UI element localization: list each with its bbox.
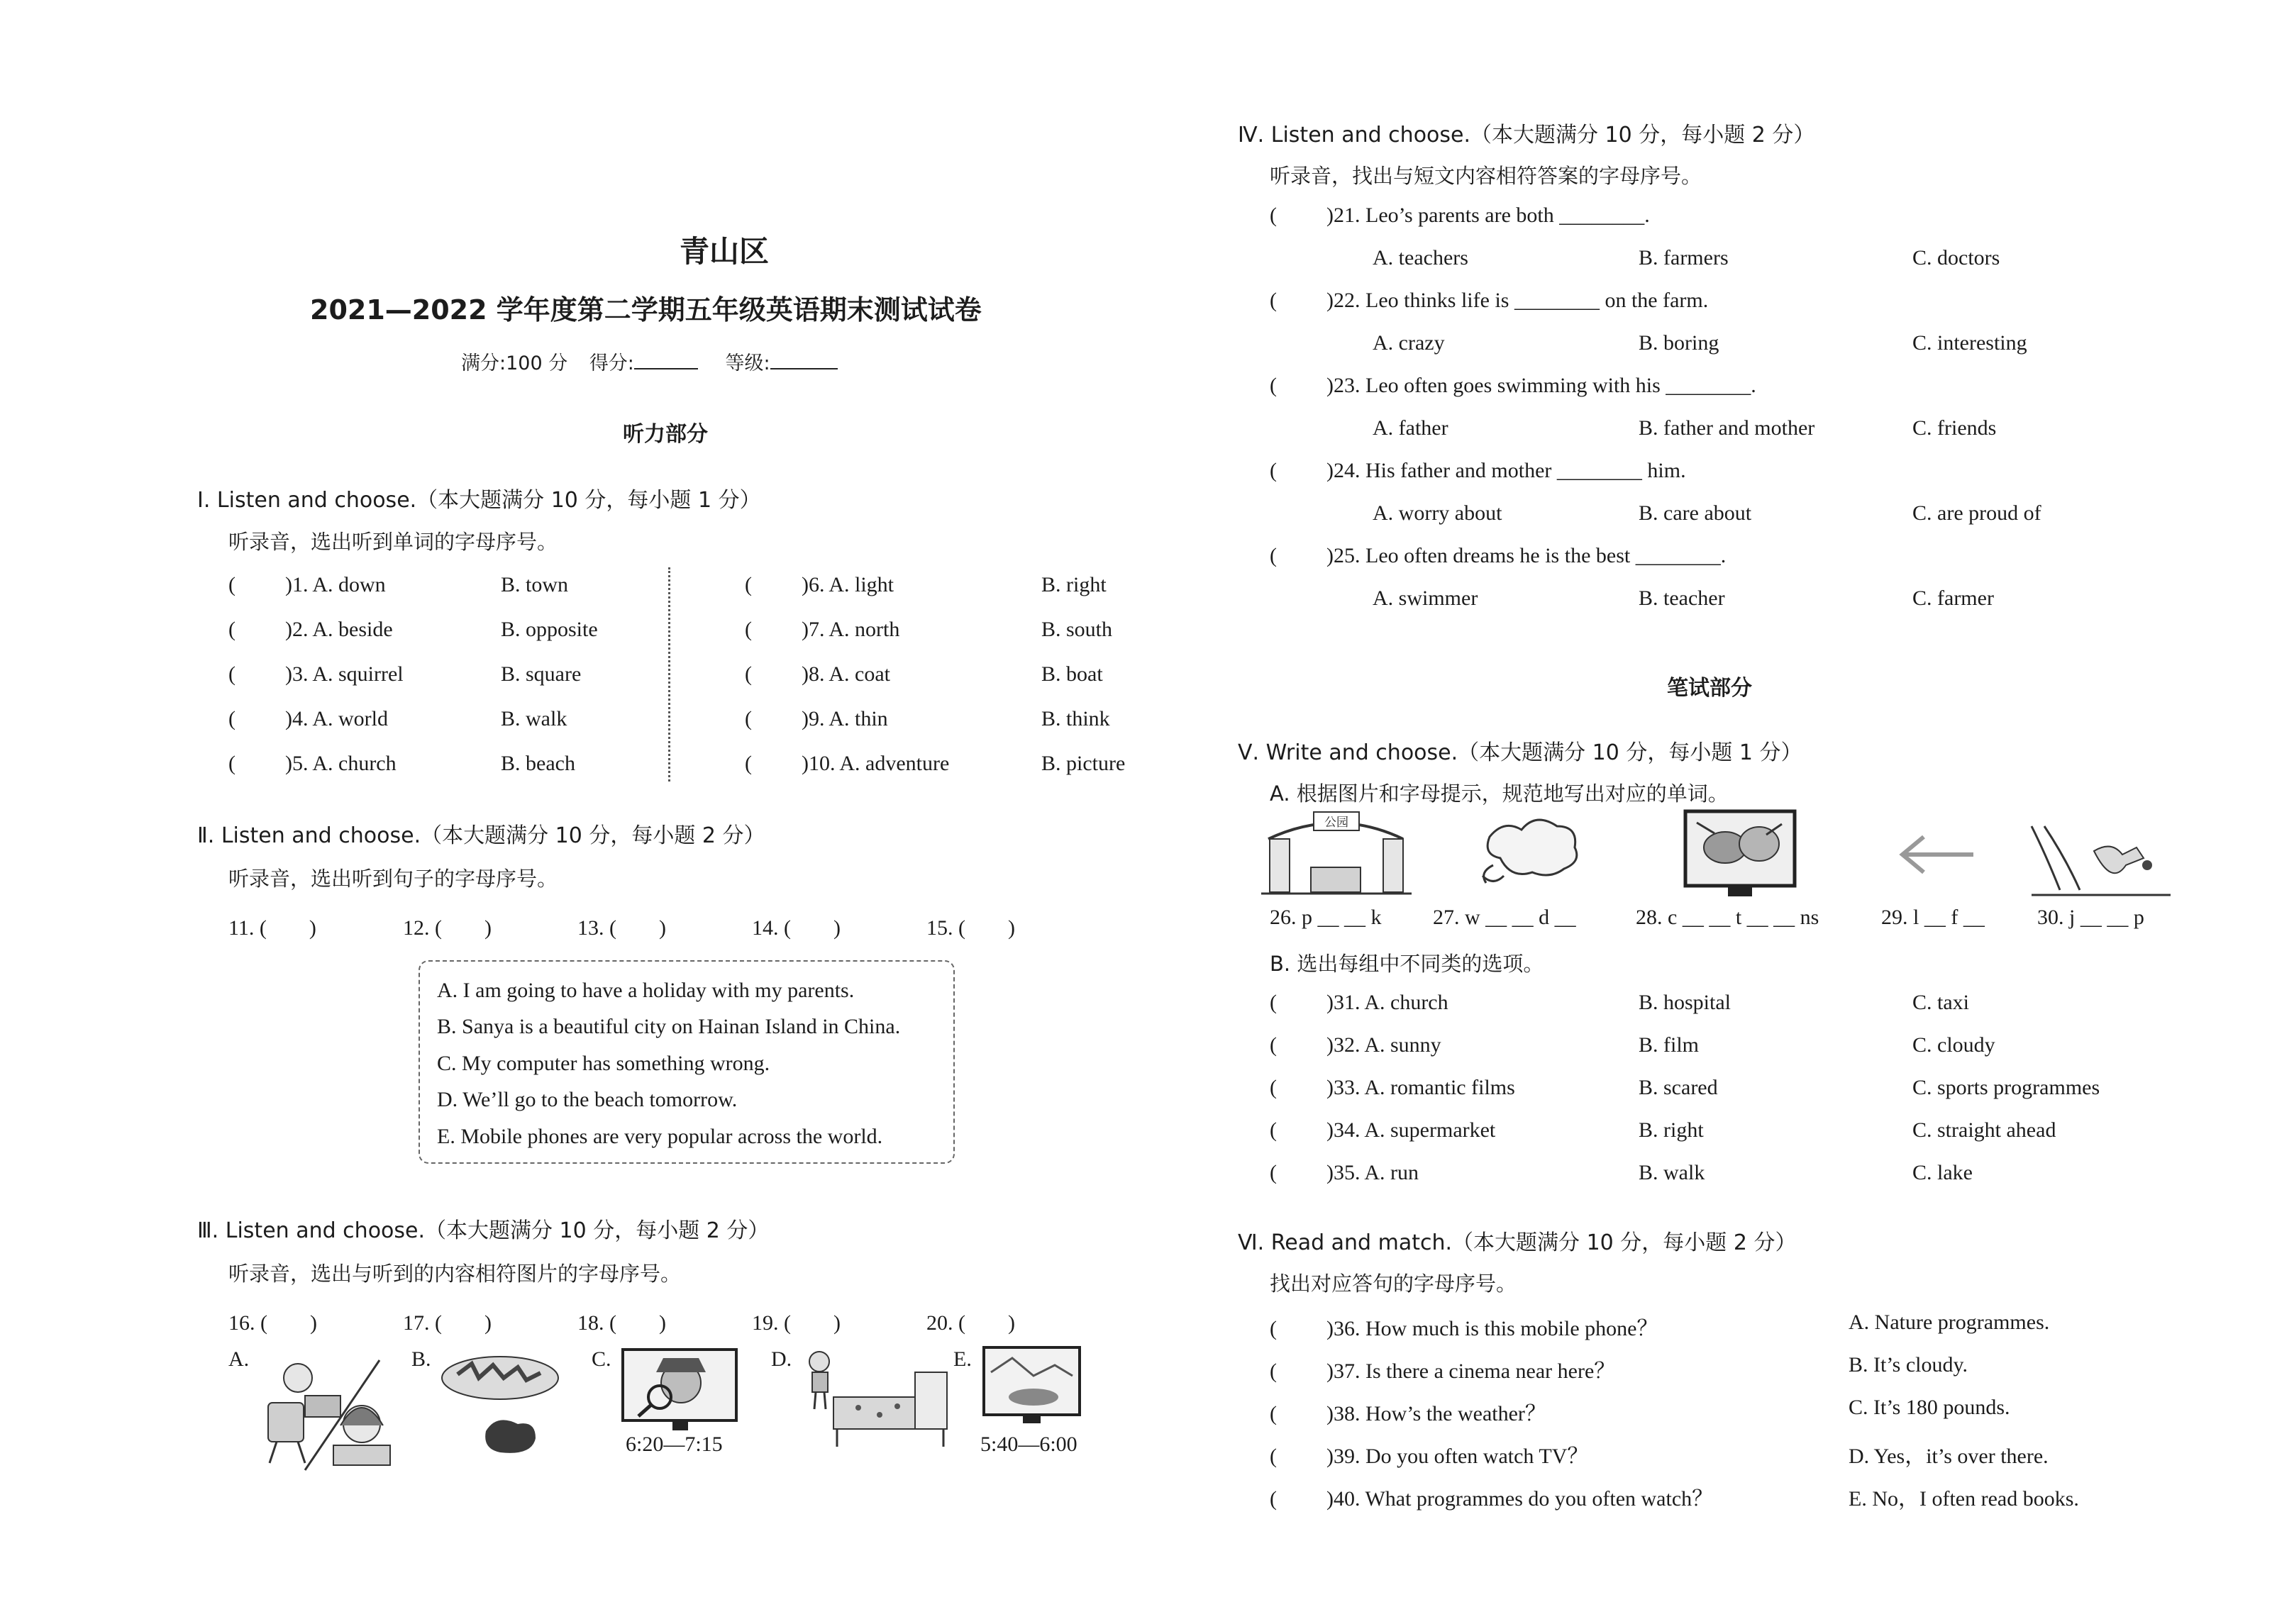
sec6-title: Ⅵ. Read and match.（本大题满分 10 分，每小题 2 分）: [1238, 1230, 1797, 1255]
q10-row: ( )10. A. adventure: [745, 752, 950, 775]
q22-a: A. crazy: [1373, 331, 1445, 355]
answer-b: B. It’s cloudy.: [1849, 1353, 1968, 1376]
q2-row: ( )2. A. beside: [228, 618, 393, 641]
q21-text: )21. Leo’s parents are both ________.: [1326, 204, 1650, 227]
q37-text: )37. Is there a cinema near here？: [1326, 1359, 1616, 1383]
time-label-e: 5:40—6:00: [980, 1433, 1077, 1456]
q32-question: ( )32. A. sunny: [1270, 1033, 1441, 1057]
picture-park-gate: [1261, 811, 1412, 896]
word-26: 26. p __ __ k: [1270, 906, 1382, 929]
q23-question: ( )23. Leo often goes swimming with his ________.: [1270, 374, 1756, 397]
exam-title: 2021—2022 学年度第二学期五年级英语期末测试试卷: [310, 294, 982, 326]
picture-computer-sleep: [255, 1346, 397, 1474]
q32-text: )32. A. sunny: [1326, 1033, 1441, 1057]
q10-a: )10. A. adventure: [802, 752, 950, 775]
q35-text: )35. A. run: [1326, 1161, 1419, 1184]
q33-question: ( )33. A. romantic films: [1270, 1076, 1515, 1099]
sec2-title: Ⅱ. Listen and choose.（本大题满分 10 分，每小题 2 分）: [197, 823, 765, 848]
score-label: 得分:: [589, 352, 634, 374]
q25-b: B. teacher: [1639, 586, 1725, 610]
answer-slot-20[interactable]: 20. ( ): [926, 1311, 1015, 1335]
answer-slot-18[interactable]: 18. ( ): [577, 1311, 666, 1335]
q24-question: ( )24. His father and mother ________ him.: [1270, 459, 1686, 482]
q4-a: )4. A. world: [285, 707, 388, 730]
q8-b: B. boat: [1041, 662, 1103, 686]
option-d: D. We’ll go to the beach tomorrow.: [437, 1088, 738, 1111]
sec5-title: Ⅴ. Write and choose.（本大题满分 10 分，每小题 1 分）: [1238, 740, 1802, 765]
picture-jump: [2030, 816, 2172, 897]
q4-row: ( )4. A. world: [228, 707, 388, 730]
q33-c: C. sports programmes: [1912, 1076, 2100, 1099]
sec4-title: Ⅳ. Listen and choose.（本大题满分 10 分，每小题 2 分）: [1238, 123, 1815, 148]
q4-b: B. walk: [501, 707, 567, 730]
q2-a: )2. A. beside: [285, 618, 393, 641]
option-e: E. Mobile phones are very popular across the world.: [437, 1125, 883, 1148]
score-blank[interactable]: [634, 351, 698, 369]
writing-header: 笔试部分: [1667, 676, 1752, 701]
q24-b: B. care about: [1639, 501, 1752, 525]
q5-row: ( )5. A. church: [228, 752, 397, 775]
answer-slot-14[interactable]: 14. ( ): [752, 916, 841, 940]
answer-slot-12[interactable]: 12. ( ): [403, 916, 492, 940]
q40-question: ( )40. What programmes do you often watch？: [1270, 1487, 1714, 1511]
picture-food-plate: [436, 1346, 578, 1474]
answer-c: C. It’s 180 pounds.: [1849, 1396, 2010, 1419]
pic-label-e: E.: [953, 1347, 972, 1371]
q24-text: )24. His father and mother ________ him.: [1326, 459, 1686, 482]
full-score: 满分:100 分: [461, 352, 568, 374]
pic-label-d: D.: [771, 1347, 792, 1371]
q10-b: B. picture: [1041, 752, 1126, 775]
q25-c: C. farmer: [1912, 586, 1994, 610]
q1-b: B. town: [501, 573, 569, 596]
q38-text: )38. How’s the weather？: [1326, 1402, 1546, 1425]
q36-question: ( )36. How much is this mobile phone？: [1270, 1317, 1658, 1340]
q31-question: ( )31. A. church: [1270, 991, 1448, 1014]
q21-b: B. farmers: [1639, 246, 1729, 269]
q34-b: B. right: [1639, 1118, 1704, 1142]
sec6-instruction: 找出对应答句的字母序号。: [1270, 1272, 1517, 1296]
option-a: A. I am going to have a holiday with my parents.: [437, 979, 855, 1002]
pic-label-a: A.: [228, 1347, 250, 1371]
q9-a: )9. A. thin: [802, 707, 888, 730]
answer-e: E. No，I often read books.: [1849, 1487, 2079, 1511]
q39-text: )39. Do you often watch TV？: [1326, 1445, 1589, 1468]
q37-question: ( )37. Is there a cinema near here？: [1270, 1359, 1616, 1383]
q34-question: ( )34. A. supermarket: [1270, 1118, 1496, 1142]
q5-b: B. beach: [501, 752, 575, 775]
sec1-title: Ⅰ. Listen and choose.（本大题满分 10 分，每小题 1 分）: [197, 488, 761, 513]
q32-c: C. cloudy: [1912, 1033, 1995, 1057]
pic-label-c: C.: [592, 1347, 611, 1371]
q1-row: ( )1. A. down: [228, 573, 386, 596]
q39-question: ( )39. Do you often watch TV？: [1270, 1445, 1589, 1468]
q35-b: B. walk: [1639, 1161, 1705, 1184]
sec5-partA: A. 根据图片和字母提示，规范地写出对应的单词。: [1270, 782, 1729, 806]
sec1-instruction: 听录音，选出听到单词的字母序号。: [228, 530, 558, 554]
sec4-instruction: 听录音，找出与短文内容相符答案的字母序号。: [1270, 164, 1702, 188]
pic-label-b: B.: [411, 1347, 431, 1371]
q31-text: )31. A. church: [1326, 991, 1448, 1014]
q34-text: )34. A. supermarket: [1326, 1118, 1496, 1142]
q34-c: C. straight ahead: [1912, 1118, 2056, 1142]
time-label-c: 6:20—7:15: [626, 1433, 723, 1456]
q3-row: ( )3. A. squirrel: [228, 662, 404, 686]
option-c: C. My computer has something wrong.: [437, 1052, 770, 1075]
option-b: B. Sanya is a beautiful city on Hainan Island in China.: [437, 1015, 901, 1038]
q21-c: C. doctors: [1912, 246, 2000, 269]
q31-b: B. hospital: [1639, 991, 1731, 1014]
score-line: [461, 347, 838, 375]
q24-a: A. worry about: [1373, 501, 1502, 525]
q8-a: )8. A. coat: [802, 662, 890, 686]
answer-slot-13[interactable]: 13. ( ): [577, 916, 666, 940]
sec2-instruction: 听录音，选出听到句子的字母序号。: [228, 867, 558, 891]
q36-text: )36. How much is this mobile phone？: [1326, 1317, 1658, 1340]
park-sign-text: 公园: [1324, 816, 1348, 829]
column-divider: [668, 567, 670, 782]
grade-label: 等级:: [725, 352, 770, 374]
q33-text: )33. A. romantic films: [1326, 1076, 1515, 1099]
q7-a: )7. A. north: [802, 618, 900, 641]
picture-tv-seal: [980, 1344, 1087, 1436]
q23-a: A. father: [1373, 416, 1448, 440]
q22-b: B. boring: [1639, 331, 1719, 355]
q23-c: C. friends: [1912, 416, 1997, 440]
q7-b: B. south: [1041, 618, 1113, 641]
q8-row: ( )8. A. coat: [745, 662, 890, 686]
answer-slot-16[interactable]: 16. ( ): [228, 1311, 317, 1335]
sec3-instruction: 听录音，选出与听到的内容相符图片的字母序号。: [228, 1262, 682, 1286]
q25-question: ( )25. Leo often dreams he is the best ________.: [1270, 544, 1727, 567]
q25-a: A. swimmer: [1373, 586, 1478, 610]
q6-row: ( )6. A. light: [745, 573, 894, 596]
q2-b: B. opposite: [501, 618, 598, 641]
word-29: 29. l __ f __: [1881, 906, 1985, 929]
answer-slot-17[interactable]: 17. ( ): [403, 1311, 492, 1335]
answer-slot-15[interactable]: 15. ( ): [926, 916, 1015, 940]
answer-d: D. Yes，it’s over there.: [1849, 1445, 2049, 1468]
q23-text: )23. Leo often goes swimming with his ________.: [1326, 374, 1756, 397]
q22-text: )22. Leo thinks life is ________ on the farm.: [1326, 289, 1709, 312]
sec3-title: Ⅲ. Listen and choose.（本大题满分 10 分，每小题 2 分）: [197, 1218, 770, 1243]
picture-wind-cloud: [1472, 816, 1585, 894]
word-30: 30. j __ __ p: [2037, 906, 2144, 929]
q38-question: ( )38. How’s the weather？: [1270, 1402, 1546, 1425]
picture-cartoon-tv: [1683, 808, 1797, 899]
q21-question: ( )21. Leo’s parents are both ________.: [1270, 204, 1650, 227]
left-arrow-icon: [1895, 833, 1977, 876]
q35-c: C. lake: [1912, 1161, 1973, 1184]
q6-b: B. right: [1041, 573, 1107, 596]
q40-text: )40. What programmes do you often watch？: [1326, 1487, 1714, 1511]
answer-slot-11[interactable]: 11. ( ): [228, 916, 316, 940]
q25-text: )25. Leo often dreams he is the best ________.: [1326, 544, 1727, 567]
q3-a: )3. A. squirrel: [285, 662, 404, 686]
q21-a: A. teachers: [1373, 246, 1468, 269]
q33-b: B. scared: [1639, 1076, 1718, 1099]
q32-b: B. film: [1639, 1033, 1700, 1057]
district-title: 青山区: [680, 234, 770, 269]
q24-c: C. are proud of: [1912, 501, 2041, 525]
q9-row: ( )9. A. thin: [745, 707, 888, 730]
word-28: 28. c __ __ t __ __ ns: [1636, 906, 1819, 929]
q5-a: )5. A. church: [285, 752, 397, 775]
q31-c: C. taxi: [1912, 991, 1969, 1014]
q9-b: B. think: [1041, 707, 1110, 730]
q6-a: )6. A. light: [802, 573, 894, 596]
picture-bed: [794, 1344, 958, 1450]
q1-a: )1. A. down: [285, 573, 386, 596]
q22-question: ( )22. Leo thinks life is ________ on the farm.: [1270, 289, 1709, 312]
listening-header: 听力部分: [623, 422, 708, 447]
word-27: 27. w __ __ d __: [1433, 906, 1576, 929]
q7-row: ( )7. A. north: [745, 618, 900, 641]
q3-b: B. square: [501, 662, 582, 686]
grade-blank[interactable]: [770, 351, 838, 369]
q23-b: B. father and mother: [1639, 416, 1815, 440]
q22-c: C. interesting: [1912, 331, 2027, 355]
sec5-partB: B. 选出每组中不同类的选项。: [1270, 952, 1544, 976]
answer-slot-19[interactable]: 19. ( ): [752, 1311, 841, 1335]
answer-a: A. Nature programmes.: [1849, 1311, 2050, 1334]
q35-question: ( )35. A. run: [1270, 1161, 1419, 1184]
